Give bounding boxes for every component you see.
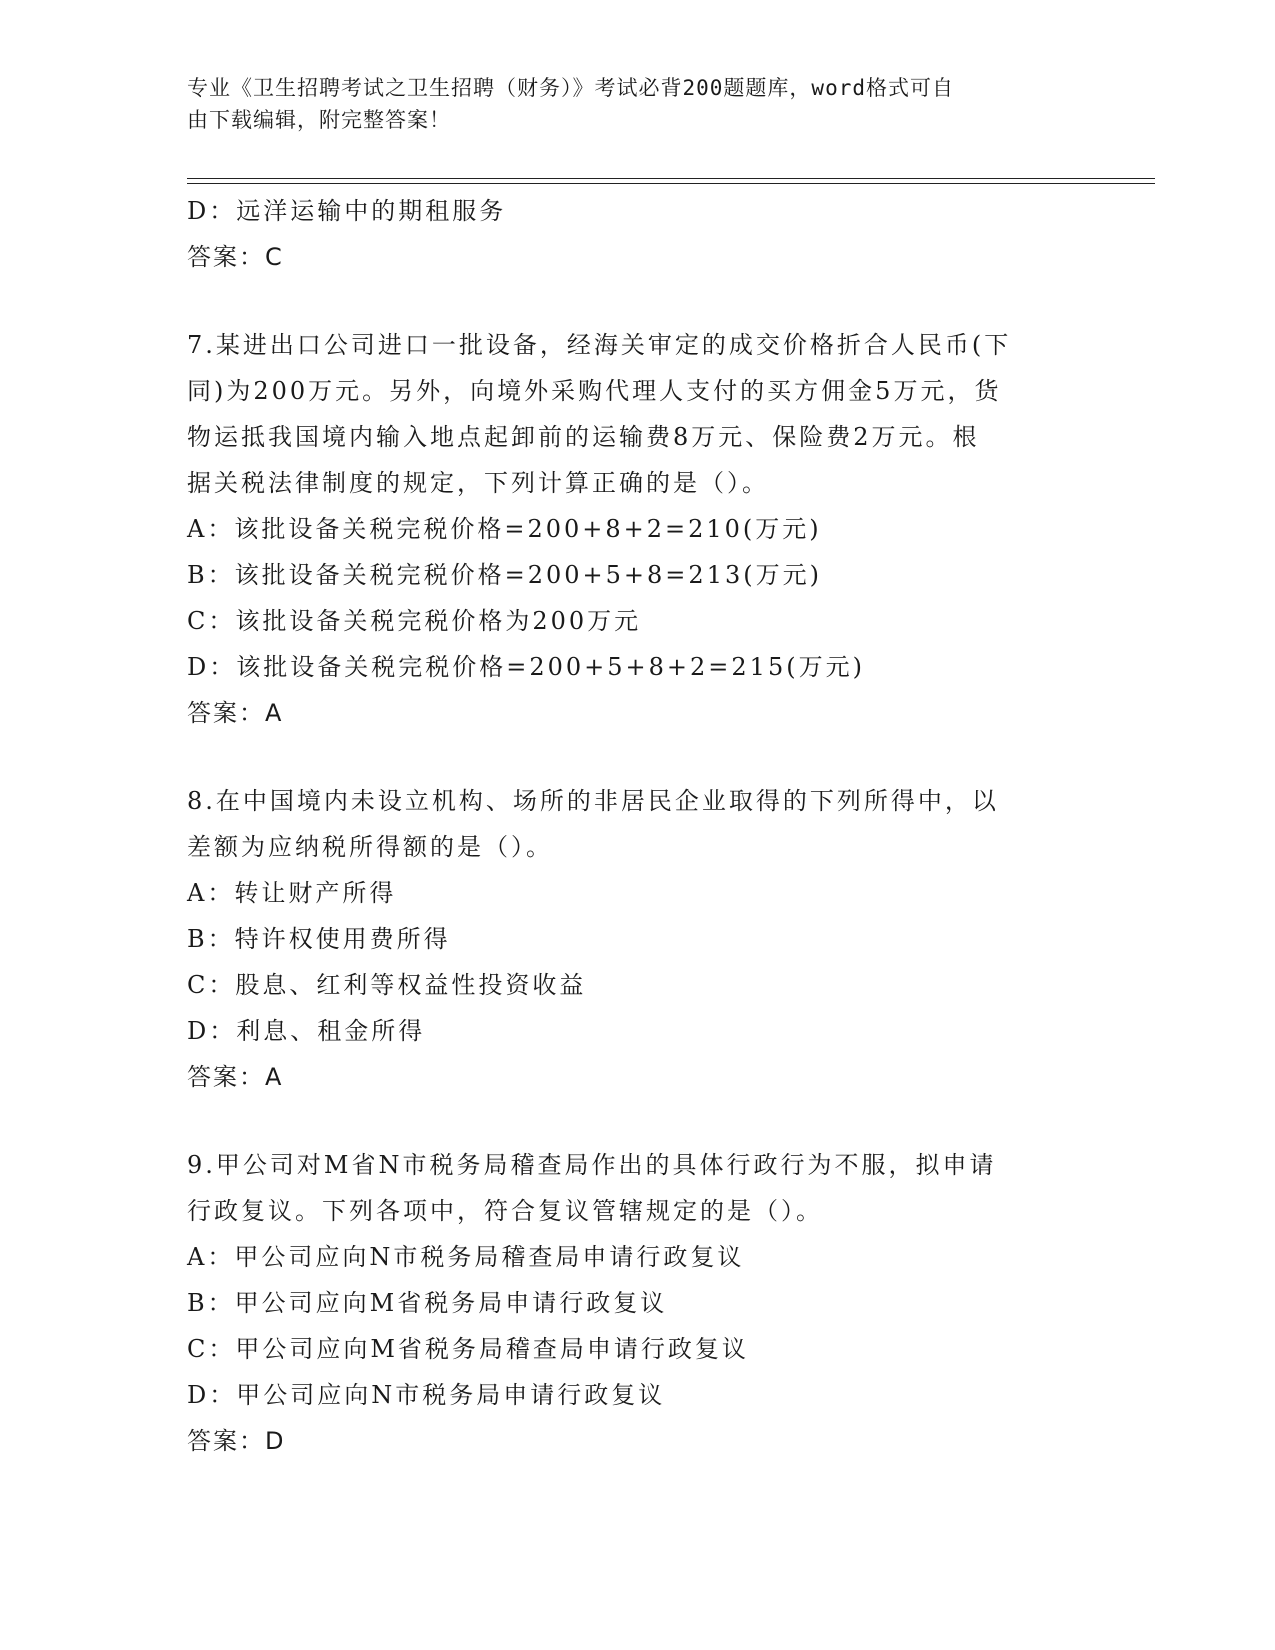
answer-line: 答案：D (187, 1427, 286, 1455)
question-stem-line: 行政复议。下列各项中，符合复议管辖规定的是（）。 (187, 1197, 823, 1225)
question-stem-line: 9.甲公司对M省N市税务局稽查局作出的具体行政行为不服，拟申请 (187, 1151, 997, 1179)
question-7 (187, 322, 1087, 736)
header-divider-top (187, 178, 1155, 179)
answer-line: 答案：A (187, 699, 284, 727)
option-b: B：甲公司应向M省税务局申请行政复议 (187, 1289, 668, 1317)
header-line-2: 由下载编辑，附完整答案！ (187, 108, 451, 132)
option-b: B：该批设备关税完税价格=200+5+8=213(万元) (187, 561, 822, 589)
option-b: B：特许权使用费所得 (187, 925, 451, 953)
question-stem-line: 差额为应纳税所得额的是（）。 (187, 833, 553, 861)
header-divider-bottom (187, 183, 1155, 184)
option-c: C：甲公司应向M省税务局稽查局申请行政复议 (187, 1335, 749, 1363)
document-header (187, 72, 1067, 136)
question-stem-line: 8.在中国境内未设立机构、场所的非居民企业取得的下列所得中，以 (187, 787, 999, 815)
option-c: C：该批设备关税完税价格为200万元 (187, 607, 642, 635)
question-9 (187, 1142, 1087, 1464)
answer-line: 答案：A (187, 1063, 284, 1091)
option-d: D：该批设备关税完税价格=200+5+8+2=215(万元) (187, 653, 865, 681)
question-stem-line: 7.某进出口公司进口一批设备，经海关审定的成交价格折合人民币(下 (187, 331, 1012, 359)
question-stem-line: 同)为200万元。另外，向境外采购代理人支付的买方佣金5万元，货 (187, 377, 1002, 405)
question-stem-line: 物运抵我国境内输入地点起卸前的运输费8万元、保险费2万元。根 (187, 423, 980, 451)
header-line-1: 专业《卫生招聘考试之卫生招聘（财务）》考试必背200题题库，word格式可自 (187, 76, 954, 100)
carryover-answer: 答案：C (187, 243, 284, 271)
question-stem-line: 据关税法律制度的规定，下列计算正确的是（）。 (187, 469, 769, 497)
question-8 (187, 778, 1087, 1100)
carryover-option-d: D：远洋运输中的期租服务 (187, 197, 507, 225)
document-body (187, 188, 1087, 1464)
option-d: D：利息、租金所得 (187, 1017, 426, 1045)
option-a: A：该批设备关税完税价格=200+8+2=210(万元) (187, 515, 822, 543)
option-c: C：股息、红利等权益性投资收益 (187, 971, 587, 999)
option-a: A：转让财产所得 (187, 879, 397, 907)
option-d: D：甲公司应向N市税务局申请行政复议 (187, 1381, 666, 1409)
option-a: A：甲公司应向N市税务局稽查局申请行政复议 (187, 1243, 745, 1271)
